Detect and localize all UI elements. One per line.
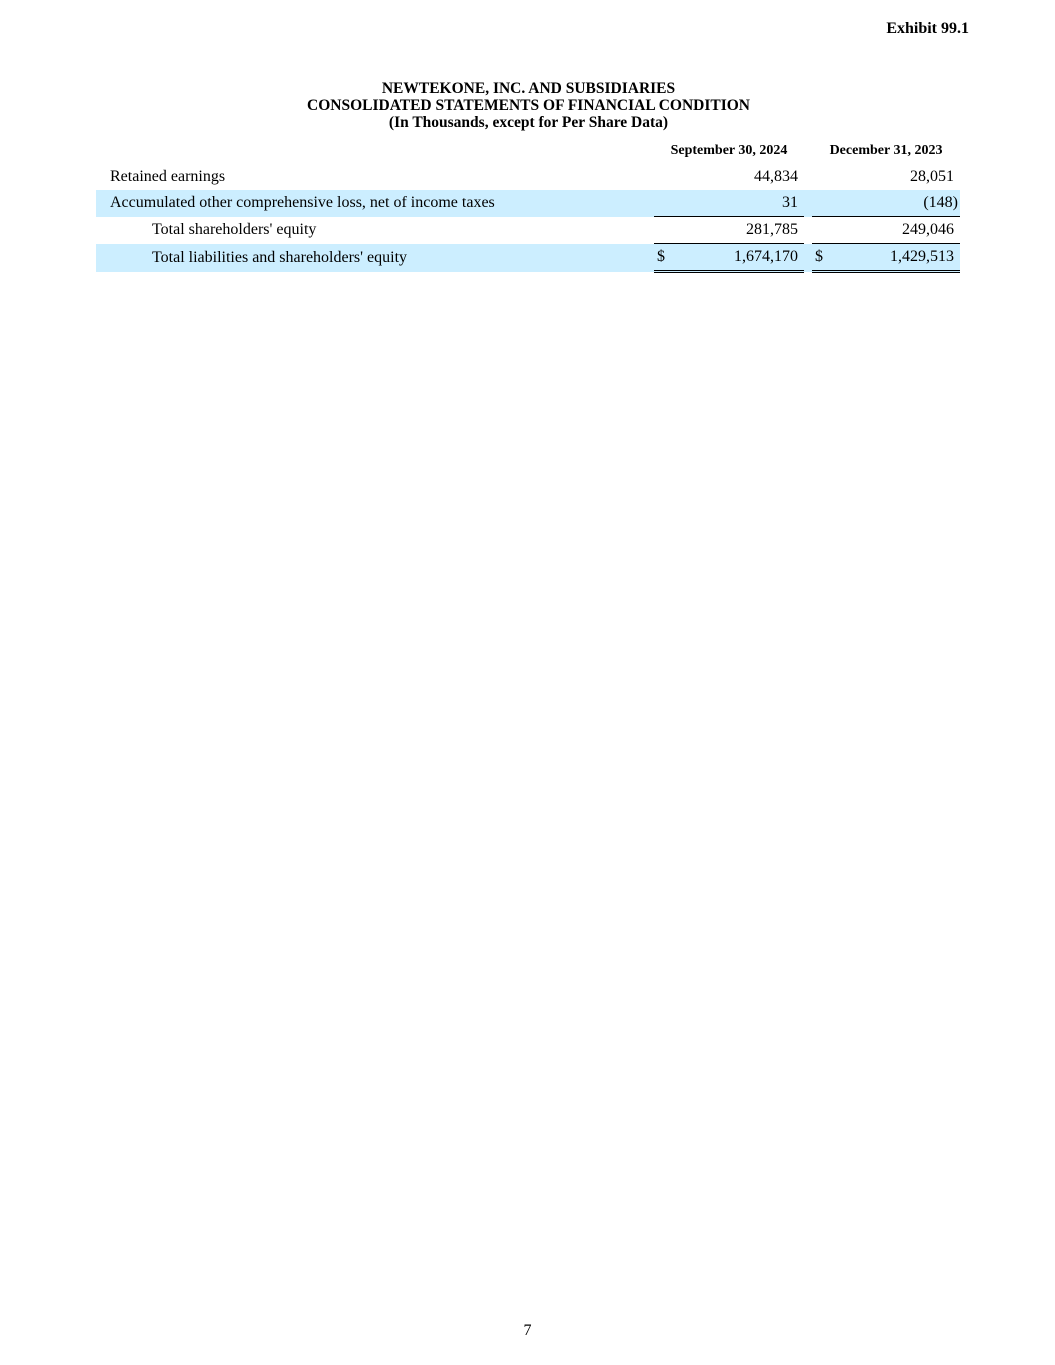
- company-name: NEWTEKONE, INC. AND SUBSIDIARIES: [381, 80, 676, 97]
- currency-symbol: [654, 190, 666, 217]
- value-dec-2023: 1,429,513: [824, 244, 960, 272]
- value-sep-2024: 281,785: [666, 217, 804, 244]
- currency-symbol: $: [812, 244, 824, 272]
- column-header-dec-2023: December 31, 2023: [829, 143, 943, 158]
- value-dec-2023: 249,046: [824, 217, 960, 244]
- currency-symbol: [654, 164, 666, 190]
- exhibit-label: Exhibit 99.1: [886, 20, 969, 37]
- table-row: [96, 244, 960, 272]
- row-label: Total shareholders' equity: [152, 221, 317, 238]
- table-row: [96, 217, 960, 244]
- value-dec-2023: (148): [824, 190, 960, 217]
- currency-symbol: $: [654, 244, 666, 272]
- statement-units: (In Thousands, except for Per Share Data): [388, 114, 669, 131]
- table-row: [96, 190, 960, 217]
- statement-name: CONSOLIDATED STATEMENTS OF FINANCIAL CONDITION: [307, 97, 750, 114]
- statement-title: [0, 80, 1055, 131]
- row-label: Retained earnings: [110, 168, 226, 185]
- table-row: [96, 164, 960, 190]
- financial-table: [96, 138, 960, 273]
- value-dec-2023: 28,051: [910, 168, 954, 185]
- table-header-row: [96, 138, 960, 164]
- value-sep-2024: 31: [666, 190, 804, 217]
- currency-symbol: [812, 217, 824, 244]
- currency-symbol: [812, 190, 824, 217]
- row-label: Accumulated other comprehensive loss, net of income taxes: [96, 190, 646, 217]
- currency-symbol: [812, 164, 824, 190]
- value-sep-2024: 1,674,170: [666, 244, 804, 272]
- row-label: Total liabilities and shareholders' equity: [96, 244, 646, 272]
- column-header-sep-2024: September 30, 2024: [670, 143, 788, 158]
- value-sep-2024: 44,834: [754, 168, 798, 185]
- page-number: 7: [523, 1322, 532, 1339]
- currency-symbol: [654, 217, 666, 244]
